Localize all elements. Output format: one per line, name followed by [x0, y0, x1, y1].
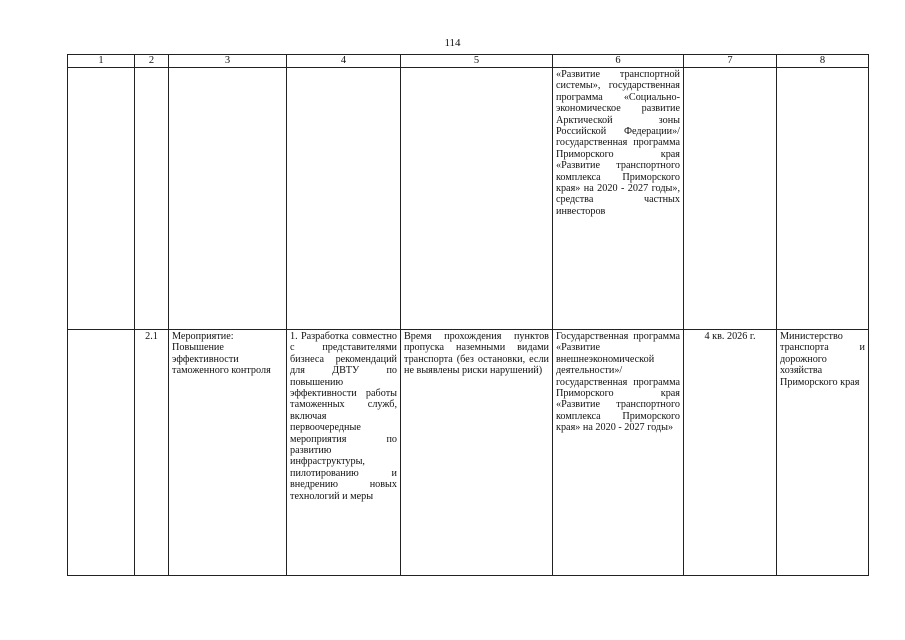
header-cell-2: 2: [135, 55, 169, 68]
cell-deadline: [684, 68, 777, 330]
cell-responsible: [777, 68, 869, 330]
header-row: [68, 55, 869, 68]
cell-responsible: Министерство транспорта и дорожного хозяйства Приморского края: [777, 330, 869, 576]
cell-funding-source: Государственная программа «Развитие внешнеэкономической деятельности»/государственная программа Приморского края «Развитие транспортного комплекса Приморского края» на 2020 - 2027 годы»: [553, 330, 684, 576]
cell-action: [287, 68, 401, 330]
cell-indicator: [401, 68, 553, 330]
header-cell-4: 4: [287, 55, 401, 68]
cell-deadline: 4 кв. 2026 г.: [684, 330, 777, 576]
table-row: [68, 330, 869, 576]
cell-number: [68, 330, 135, 576]
page-number: 114: [444, 37, 461, 49]
header-cell-5: 5: [401, 55, 553, 68]
cell-funding-source: «Развитие транспортной системы», государственная программа «Социально-экономическое развитие Арктической зоны Российской Федерации»/государственная программа Приморского края «Развитие транспортного комплекса Приморского края» на 2020 - 2027 годы», средства частных инвесторов: [553, 68, 684, 330]
header-cell-1: 1: [68, 55, 135, 68]
cell-item-number: 2.1: [135, 330, 169, 576]
header-cell-7: 7: [684, 55, 777, 68]
cell-item-number: [135, 68, 169, 330]
cell-indicator: Время прохождения пунктов пропуска наземными видами транспорта (без остановки, если не выявлены риски нарушений): [401, 330, 553, 576]
cell-action: 1. Разработка совместно с представителями бизнеса рекомендаций для ДВТУ по повышению эффективности работы таможенных служб, включая первоочередные мероприятия по развитию инфраструктуры, пилотированию и внедрению новых технологий и меры: [287, 330, 401, 576]
measures-table: [67, 54, 869, 576]
header-cell-8: 8: [777, 55, 869, 68]
header-cell-3: 3: [169, 55, 287, 68]
cell-measure: Мероприятие: Повышение эффективности таможенного контроля: [169, 330, 287, 576]
cell-number: [68, 68, 135, 330]
table-row: [68, 68, 869, 330]
cell-measure: [169, 68, 287, 330]
header-cell-6: 6: [553, 55, 684, 68]
